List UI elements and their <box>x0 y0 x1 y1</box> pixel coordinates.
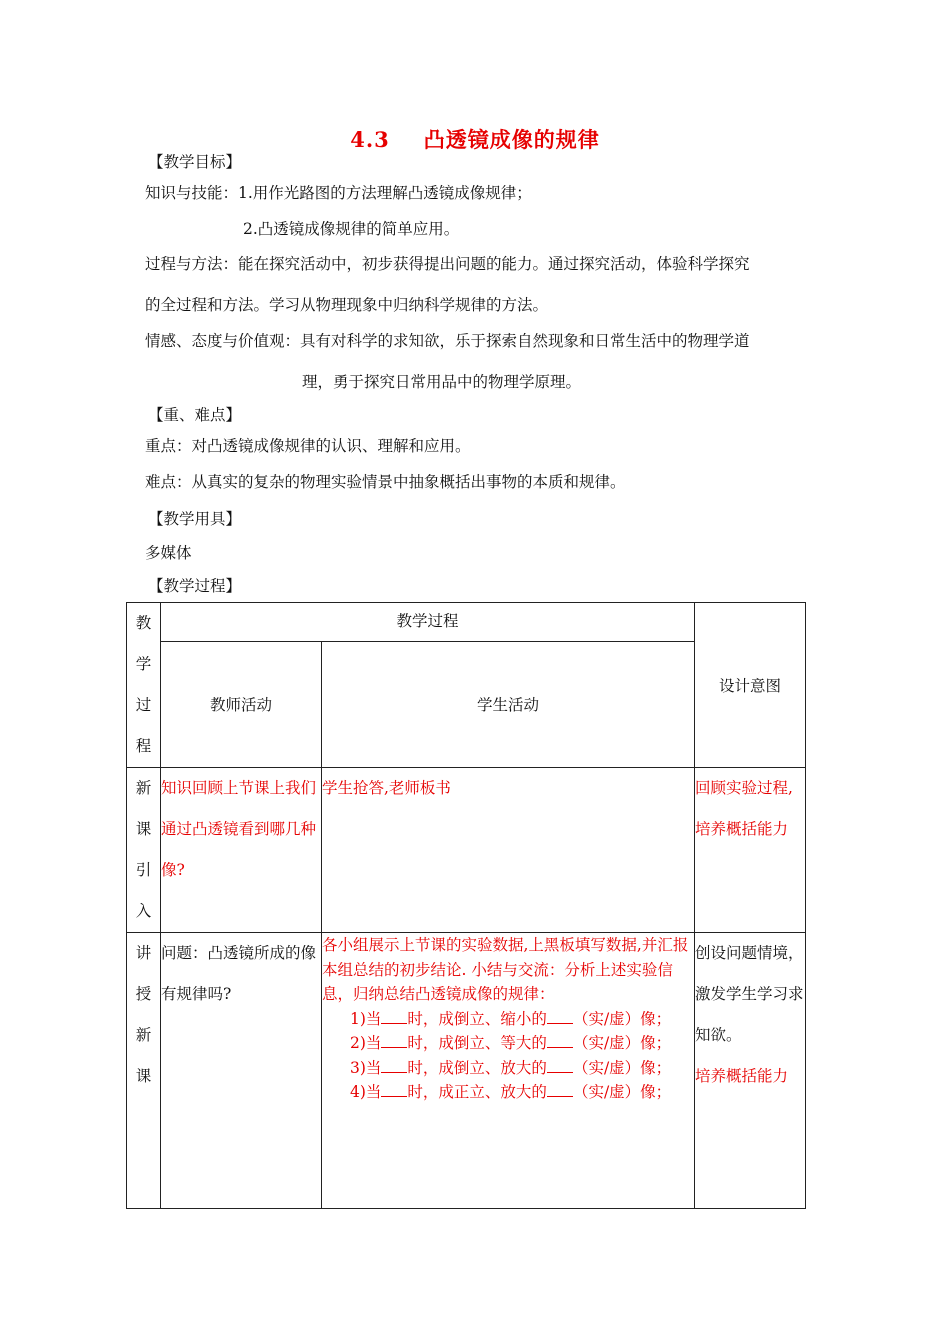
process-method-line-2: 的全过程和方法。学习从物理现象中归纳科学规律的方法。 <box>145 296 549 314</box>
page-title <box>0 124 950 154</box>
stage-header-char: 程 <box>135 737 152 755</box>
design-intent-text-red: 培养概括能力 <box>695 1067 789 1085</box>
rule-suffix: （实/虚）像； <box>572 1009 672 1028</box>
student-activity-intro: 各小组展示上节课的实验数据,上黑板填写数据,并汇报本组总结的初步结论. 小结与交流：分析上述实验信息，归纳总结凸透镜成像的规律： <box>322 936 689 1003</box>
fill-blank <box>547 1058 573 1073</box>
title-number: 4.3 <box>350 127 390 152</box>
rule-prefix: 1)当 <box>350 1009 382 1028</box>
header-row-1 <box>127 603 806 642</box>
rule-text: 时，成倒立、放大的 <box>407 1058 547 1077</box>
design-intent-cell <box>695 933 806 1209</box>
emotion-line-1: 情感、态度与价值观：具有对科学的求知欲，乐于探索自然现象和日常生活中的物理学道 <box>145 332 750 350</box>
stage-header-char: 学 <box>135 655 152 673</box>
stage-cell <box>127 933 161 1209</box>
fill-blank <box>381 1009 407 1024</box>
rule-text: 时，成正立、放大的 <box>407 1083 547 1101</box>
key-point: 重点：对凸透镜成像规律的认识、理解和应用。 <box>145 437 471 455</box>
student-activity-cell: 学生抢答,老师板书 <box>322 768 695 933</box>
knowledge-item-1: 1.用作光路图的方法理解凸透镜成像规律； <box>238 184 532 202</box>
stage-header-cell <box>127 603 161 768</box>
emotion-line-2: 理，勇于探究日常用品中的物理学原理。 <box>302 373 582 391</box>
rule-text: 时，成倒立、等大的 <box>407 1034 547 1052</box>
stage-char: 课 <box>135 1067 152 1085</box>
stage-cell <box>127 768 161 933</box>
rule-item <box>322 1007 694 1032</box>
fill-blank <box>547 1082 573 1097</box>
tools-header: 【教学用具】 <box>148 510 242 528</box>
table-row <box>127 933 806 1209</box>
rule-item <box>322 1080 694 1105</box>
stage-char: 新 <box>135 779 152 797</box>
rule-prefix: 4)当 <box>350 1083 382 1101</box>
objectives-header: 【教学目标】 <box>148 153 242 171</box>
rule-suffix: （实/虚）像； <box>572 1034 672 1052</box>
design-intent-text: 创设问题情境，激发学生学习求知欲。 <box>695 944 804 1044</box>
rule-suffix: （实/虚）像； <box>572 1083 672 1101</box>
stage-char: 引 <box>135 861 152 879</box>
rule-prefix: 3)当 <box>350 1058 382 1077</box>
fill-blank <box>547 1009 573 1024</box>
stage-char: 讲 <box>135 944 152 962</box>
stage-char: 新 <box>135 1026 152 1044</box>
difficulty-point: 难点：从真实的复杂的物理实验情景中抽象概括出事物的本质和规律。 <box>145 473 626 491</box>
teacher-activity-cell: 知识回顾上节课上我们通过凸透镜看到哪几种像? <box>161 768 322 933</box>
knowledge-label: 知识与技能： <box>145 184 239 202</box>
fill-blank <box>381 1082 407 1097</box>
design-header-cell: 设计意图 <box>695 603 806 768</box>
fill-blank <box>381 1033 407 1048</box>
teaching-process-table <box>126 602 806 1209</box>
stage-header-char: 教 <box>135 614 152 632</box>
rule-text: 时，成倒立、缩小的 <box>407 1009 547 1028</box>
stage-char: 授 <box>135 985 152 1003</box>
design-intent-cell: 回顾实验过程,培养概括能力 <box>695 768 806 933</box>
tools-text: 多媒体 <box>145 544 192 562</box>
process-method-line-1: 过程与方法：能在探究活动中，初步获得提出问题的能力。通过探究活动，体验科学探究 <box>145 255 750 273</box>
teacher-activity-cell: 问题：凸透镜所成的像有规律吗? <box>161 933 322 1209</box>
rule-suffix: （实/虚）像； <box>572 1058 672 1077</box>
key-difficulty-header: 【重、难点】 <box>148 406 242 424</box>
knowledge-item-2: 2.凸透镜成像规律的简单应用。 <box>243 220 460 238</box>
fill-blank <box>381 1058 407 1073</box>
knowledge-line-1 <box>145 181 532 203</box>
rule-item <box>322 1056 694 1081</box>
rule-item <box>322 1031 694 1056</box>
fill-blank <box>547 1033 573 1048</box>
stage-char: 课 <box>135 820 152 838</box>
student-activity-cell <box>322 933 695 1209</box>
process-header-cell: 教学过程 <box>161 603 695 642</box>
teacher-header-cell: 教师活动 <box>161 641 322 767</box>
process-header: 【教学过程】 <box>148 577 242 595</box>
rule-prefix: 2)当 <box>350 1034 382 1052</box>
stage-header-char: 过 <box>135 696 152 714</box>
title-text: 凸透镜成像的规律 <box>423 127 600 152</box>
table-row <box>127 768 806 933</box>
stage-char: 入 <box>135 902 152 920</box>
student-header-cell: 学生活动 <box>322 641 695 767</box>
